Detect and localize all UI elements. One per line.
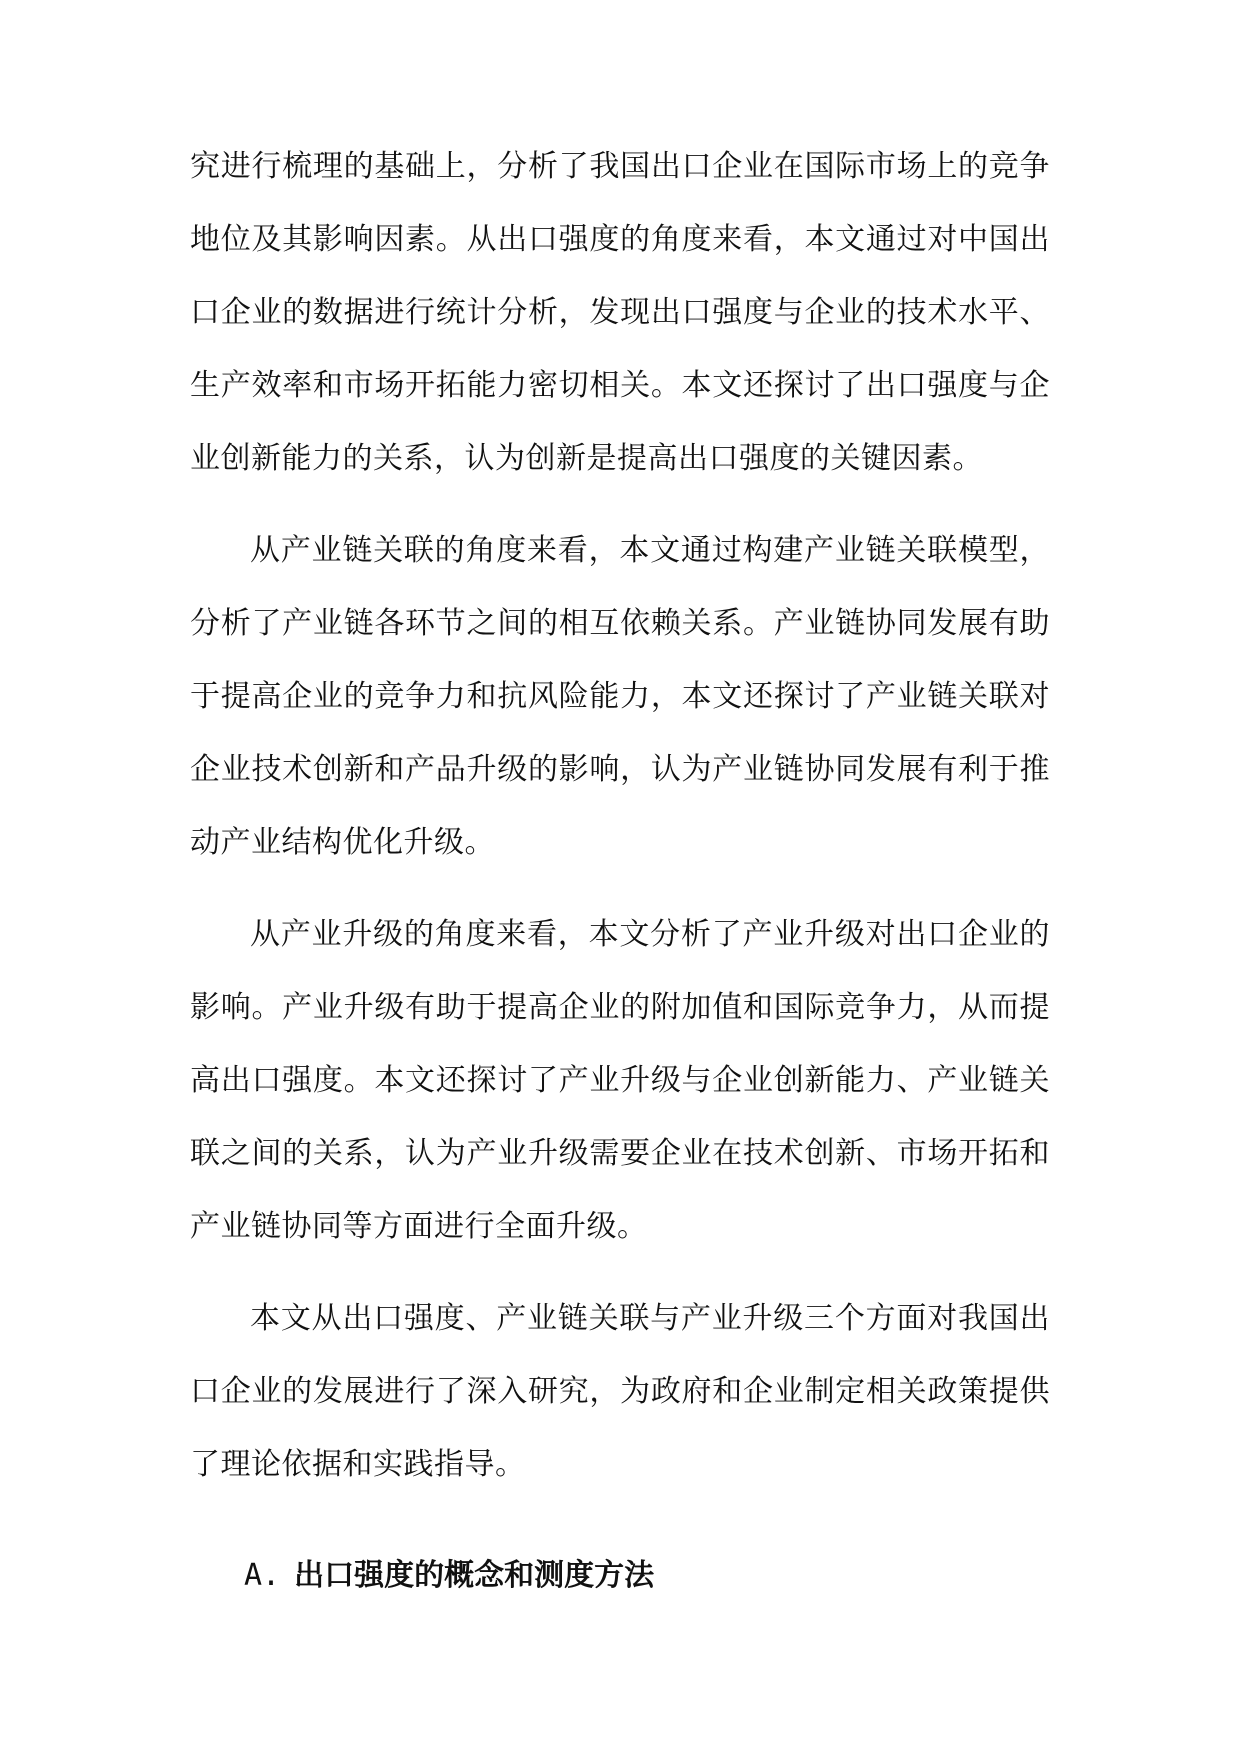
section-heading (244, 1539, 1050, 1612)
paragraph-industry-chain: 从产业链关联的角度来看，本文通过构建产业链关联模型，分析了产业链各环节之间的相互依赖关系。产业链协同发展有助于提高企业的竞争力和抗风险能力，本文还探讨了产业链关联对企业技术创新和产品升级的影响，认为产业链协同发展有利于推动产业结构优化升级。 (190, 533, 1050, 860)
paragraph-continuation: 究进行梳理的基础上，分析了我国出口企业在国际市场上的竞争地位及其影响因素。从出口强度的角度来看，本文通过对中国出口企业的数据进行统计分析，发现出口强度与企业的技术水平、生产效率和市场开拓能力密切相关。本文还探讨了出口强度与企业创新能力的关系，认为创新是提高出口强度的关键因素。 (190, 149, 1050, 476)
paragraph-industry-upgrade: 从产业升级的角度来看，本文分析了产业升级对出口企业的影响。产业升级有助于提高企业的附加值和国际竞争力，从而提高出口强度。本文还探讨了产业升级与企业创新能力、产业链关联之间的关系，认为产业升级需要企业在技术创新、市场开拓和产业链协同等方面进行全面升级。 (190, 917, 1050, 1244)
section-heading-text: 出口强度的概念和测度方法 (294, 1558, 655, 1593)
section-heading-label: A. (244, 1558, 281, 1593)
paragraph-summary: 本文从出口强度、产业链关联与产业升级三个方面对我国出口企业的发展进行了深入研究，为政府和企业制定相关政策提供了理论依据和实践指导。 (190, 1301, 1050, 1482)
document-page (190, 130, 1050, 1612)
